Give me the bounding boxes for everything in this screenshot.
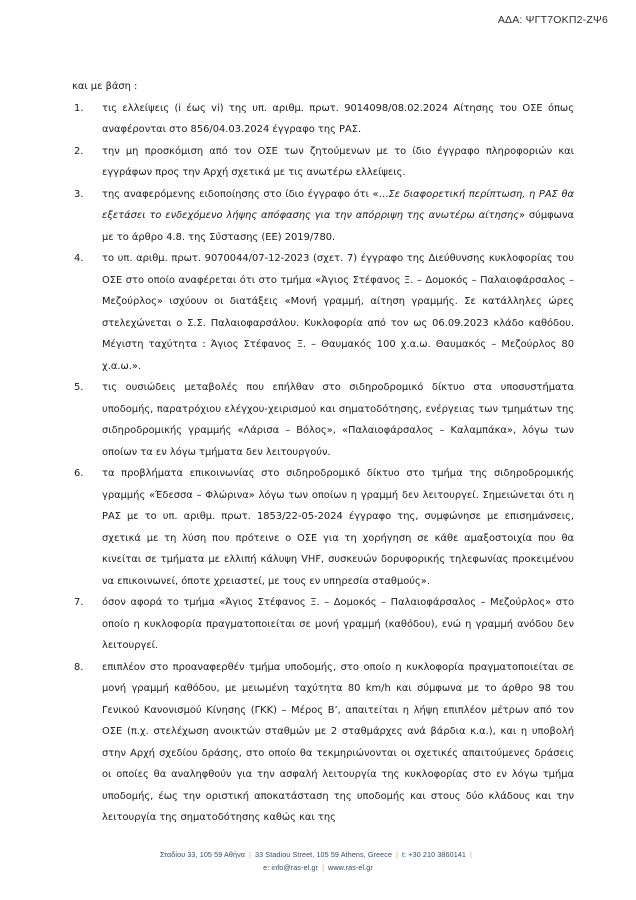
footer-line-1 — [0, 849, 636, 862]
clause-item — [72, 377, 574, 463]
clause-text: επιπλέον στο προαναφερθέν τμήμα υποδομής, στο οποίο η κυκλοφορία πραγματοποιείται σε μονή γραμμή καθόδου, με μειωμένη ταχύτητα 80 km/h και σύμφωνα με το άρθρο 98 του Γενικού Κανονισμού Κίνησης (ΓΚΚ) – Μέρος Β’, απαιτείται η λήψη επιπλέον μέτρων από τον ΟΣΕ (π.χ. στελέχωση ανοικτών σταθμών με 2 σταθμάρχες ανά βάρδια κ.α.), και η υποβολή στην Αρχή σχεδίου δράσης, στο οποίο θα τεκμηριώνονται οι σχετικές απαιτούμενες δράσεις οι οποίες θα αναληφθούν για την ασφαλή λειτουργία της κυκλοφορίας στο εν λόγω τμήμα υποδομής, έως την οριστική αποκατάσταση της υποδομής και στους δύο κλάδους και την λειτουργία της σηματοδότησης καθώς και της — [102, 661, 574, 823]
clause-text: τα προβλήματα επικοινωνίας στο σιδηροδρομικό δίκτυο στο τμήμα της σιδηροδρομικής γραμμής «Έδεσσα – Φλώρινα» λόγω των οποίων η γραμμή δεν λειτουργεί. Σημειώνεται ότι η ΡΑΣ με το υπ. αριθμ. πρωτ. 1853/22-05-2024 έγγραφο της, συμφώνησε με επισημάνσεις, σχετικά με τη λύση που πρότεινε ο ΟΣΕ για τη χορήγηση σε κάθε αμαξοστοιχία που θα κινείται σε τμήματα με ελλιπή κάλυψη VHF, συσκευών δορυφορικής τηλεφωνίας προκειμένου να επικοινωνεί, όποτε χρειαστεί, με τους εν υπηρεσία σταθμούς». — [102, 468, 574, 587]
numbered-clause-list — [72, 98, 574, 829]
page-footer — [0, 849, 636, 874]
footer-separator-icon: | — [322, 862, 325, 872]
footer-phone: t: +30 210 3860141 — [402, 850, 466, 859]
clause-text: της αναφερόμενης ειδοποίησης στο ίδιο έγγραφο ότι «… — [102, 188, 389, 200]
clause-text: τις ελλείψεις (i έως vi) της υπ. αριθμ. πρωτ. 9014098/08.02.2024 Αίτησης του ΟΣΕ όπως αναφέρονται στο 856/04.03.2024 έγγραφο της ΡΑΣ. — [102, 102, 574, 135]
clause-text: τις ουσιώδεις μεταβολές που επήλθαν στο σιδηροδρομικό δίκτυο στα υποσυστήματα υποδομής, παρατρόχιου ελέγχου-χειρισμού και σηματοδότησης, ενέργειας των τμημάτων της σιδηροδρομικής γραμμής «Λάρισα – Βόλος», «Παλαιοφάρσαλος – Καλαμπάκα», λόγω των οποίων τα εν λόγω τμήματα δεν λειτουργούν. — [102, 382, 574, 458]
footer-line-2 — [0, 862, 636, 875]
footer-email[interactable]: e: info@ras-el.gr — [263, 862, 319, 872]
footer-separator-icon: | — [396, 850, 399, 859]
footer-address-gr: Σταδίου 33, 105 59 Αθήνα — [160, 850, 246, 859]
clause-item — [72, 141, 574, 184]
lead-paragraph: και με βάση : — [72, 81, 138, 92]
ada-reference-header: ΑΔΑ: ΨΓΤ7ΟΚΠ2-ΖΨ6 — [497, 14, 608, 26]
footer-website[interactable]: www.ras-el.gr — [328, 862, 373, 872]
clause-item — [72, 98, 574, 141]
clause-text: » σύμφωνα με το άρθρο 4.8. της Σύστασης (ΕΕ) 2019/780. — [102, 210, 574, 243]
clause-item — [72, 657, 574, 829]
clause-item — [72, 184, 574, 249]
clause-text: το υπ. αριθμ. πρωτ. 9070044/07-12-2023 (σχετ. 7) έγγραφο της Διεύθυνσης κυκλοφορίας του ΟΣΕ στο οποίο αναφέρεται ότι στο τμήμα «Άγιος Στέφανος Ξ. – Δομοκός – Παλαιοφάρσαλος – Μεζούρλος» ισχύουν οι διατάξεις «Μονή γραμμή, αίτηση γραμμής. Σε κατάλληλες ώρες στελεχώνεται ο Σ.Σ. Παλαιοφαρσάλου. Κυκλοφορία από τον ως 06.09.2023 κλάδο καθόδου. Μέγιστη ταχύτητα : Άγιος Στέφανος Ξ. – Θαυμακός 100 χ.α.ω. Θαυμακός – Μεζούρλος 80 χ.α.ω.». — [102, 253, 574, 372]
clause-item — [72, 248, 574, 377]
footer-separator-icon: | — [249, 850, 252, 859]
clause-item — [72, 463, 574, 592]
clause-text: την μη προσκόμιση από τον ΟΣΕ των ζητούμενων με το ίδιο έγγραφο πληροφοριών και εγγράφων προς την Αρχή σχετικά με τις ανωτέρω ελλείψεις. — [102, 145, 574, 178]
clause-text: όσον αφορά το τμήμα «Άγιος Στέφανος Ξ. – Δομοκός – Παλαιοφάρσαλος – Μεζούρλος» στο οποίο η κυκλοφορία πραγματοποιείται σε μονή γραμμή (καθόδου), ενώ η γραμμή ανόδου δεν λειτουργεί. — [102, 597, 574, 651]
document-body — [72, 76, 574, 829]
footer-separator-icon: | — [470, 850, 472, 859]
footer-address-en: 33 Stadiou Street, 105 59 Athens, Greece — [255, 850, 393, 859]
clause-item — [72, 592, 574, 657]
clause-quoted-italic: Σε διαφορετική περίπτωση, η ΡΑΣ θα εξετάσει το ενδεχόμενο λήψης απόφασης για την απόρριψη της ανωτέρω αίτησης — [102, 188, 574, 221]
